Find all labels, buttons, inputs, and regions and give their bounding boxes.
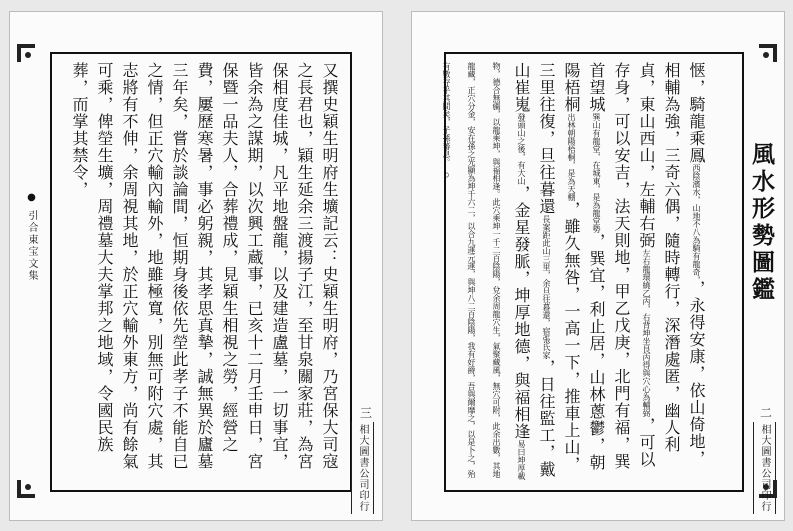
text-segment: ，永得安康，依山倚地，相輔為強，三奇六偶，隨時轉行，深潛處匿，幽人利貞，東山西山，左輔右弼 <box>637 62 706 467</box>
left-page <box>10 12 382 520</box>
text-segment: ，巽宜，利止居，山林蔥鬱，朝陽梧桐 <box>562 62 606 471</box>
annotation-note: 出林朝陽梧桐，是為天棚 <box>567 113 576 201</box>
text-segment: ，金星發脈，坤厚地德，與福相逢 <box>512 185 531 440</box>
page-number: 三 <box>359 406 372 420</box>
left-body-text: 又撰史穎生明府生壙記云：史穎生明府，乃宮保大司寇之長君也，穎生延余三渡揚子江，至甘泉關家莊，為宮保相度佳城，凡平地盤龍，以及建造盧墓，一切事宜，皆余為之謀期，以次興工蔵事，已亥十二月壬申日，宮保暨一品夫人，合葬禮成，見穎生相視之勞，經營之費，屢歷寒暑，事必躬親，其孝思真摯，誠無異於廬墓三年矣，嘗於談論間，恒期身後依先塋此孝子不能自已之情，但正穴輸內輸外，地雖極寬，別無可附穴處，其志將有不伸，余周視其地，於正穴輸外東方，尚有餘氣可乘，俾塋生壙，周禮墓大夫掌邦之地域，令國民族葬，而掌其禁令， <box>70 62 339 470</box>
annotation-note: 長案距此山三里，余旦往暮還，宿張氏家 <box>542 215 551 359</box>
publisher-label: 相大圖書公司印行 <box>351 422 374 514</box>
text-segment: ，日往監工，戴山崔嵬 <box>512 62 556 478</box>
annotation-note: 巽山有龍堂，在城東，是為龍堂勢 <box>592 113 601 233</box>
publisher-label: 相大圖書公司印行 <box>753 422 776 514</box>
text-frame <box>437 52 744 492</box>
corner-ornament-icon <box>757 42 779 64</box>
page-number: 二 <box>759 406 772 420</box>
annotation-note: 西陰濱水，山地不八為騎有龍奇， <box>692 164 701 280</box>
end-mark: ◦ <box>437 166 456 186</box>
annotation-note: 易曰坤厚載物，德合無疆，以龍乘坤，與福相逢。此穴乘坤一千二百陰陽，兌余周龍穴生，氣聚藏風，無穴可附，此余出數，其地龍藏，正穴分金，安在孫之光顯為坤千六二，以合九運元運，與坤八二百陰陽，我有好爵，吾與爾靡之，以是卜之，殆有數存乎其間矣，子孫蕃息。 <box>442 62 526 480</box>
book-title: 風水形勢圖鑑 <box>748 142 775 304</box>
text-segment: ，可以存身，可以安吉，法天則地，甲乙戊庚，北門有福，巽首望城 <box>587 62 656 470</box>
text-segment: 惬，騎龍乘鳳 <box>687 62 706 164</box>
text-frame <box>50 52 352 492</box>
corner-ornament-icon <box>15 42 37 64</box>
annotation-note: 發頭山之後，有大山 <box>517 113 526 185</box>
annotation-note: 左右龍環繞乙丙，右背坤坐艮丙得與穴心為輔弼 <box>642 249 651 417</box>
right-page <box>412 12 784 520</box>
corner-ornament-icon <box>15 478 37 500</box>
running-title: ● 引合東宝文集 <box>26 192 37 283</box>
text-segment: ，雖久無咎，一高一下，推車上山，三里往復，旦往暮還 <box>537 62 581 473</box>
right-body-text <box>437 62 734 482</box>
